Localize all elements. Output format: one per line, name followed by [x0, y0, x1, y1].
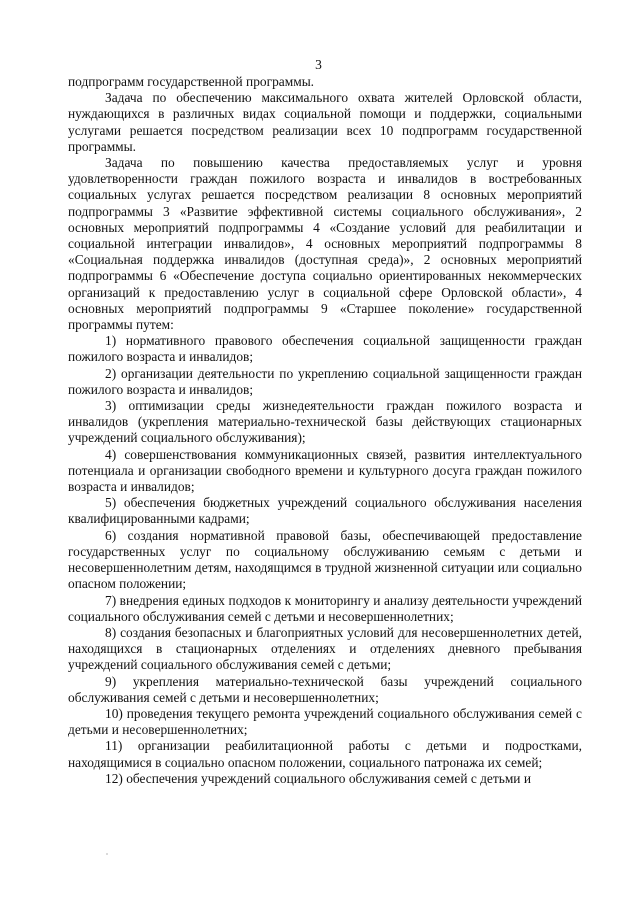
document-body	[68, 74, 582, 787]
scan-speck	[106, 853, 108, 855]
list-item: 7) внедрения единых подходов к мониторингу и анализу деятельности учреждений социального обслуживания семей с детьми и несовершеннолетних;	[68, 592, 582, 624]
list-item: 3) оптимизации среды жизнедеятельности граждан пожилого возраста и инвалидов (укрепления материально-технической базы действующих стационарных учреждений социального обслуживания);	[68, 398, 582, 446]
list-item: 5) обеспечения бюджетных учреждений социального обслуживания населения квалифицированными кадрами;	[68, 495, 582, 527]
list-item: 10) проведения текущего ремонта учреждений социального обслуживания семей с детьми и несовершеннолетних;	[68, 705, 582, 738]
list-item: 6) создания нормативной правовой базы, обеспечивающей предоставление государственных услуг по социальному обслуживанию семьям с детьми и несовершеннолетним детям, находящимся в трудной жизненной ситуации или социально опасном положении;	[68, 527, 582, 592]
page-number: 3	[315, 57, 322, 72]
paragraph: Задача по обеспечению максимального охвата жителей Орловской области, нуждающихся в различных видах социальной помощи и поддержки, социальными услугами решается посредством реализации всех 10 подпрограмм государственной программы.	[68, 90, 582, 154]
list-item: 4) совершенствования коммуникационных связей, развития интеллектуального потенциала и организации свободного времени и культурного досуга граждан пожилого возраста и инвалидов;	[68, 446, 582, 495]
paragraph: подпрограмм государственной программы.	[68, 74, 315, 89]
list-item: 2) организации деятельности по укреплению социальной защищенности граждан пожилого возраста и инвалидов;	[68, 365, 582, 397]
list-item: 9) укрепления материально-технической базы учреждений социального обслуживания семей с детьми и несовершеннолетних;	[68, 673, 582, 705]
list-item: 1) нормативного правового обеспечения социальной защищенности граждан пожилого возраста и инвалидов;	[68, 333, 582, 365]
list-item: 12) обеспечения учреждений социального обслуживания семей с детьми и	[105, 770, 531, 786]
paragraph: Задача по повышению качества предоставляемых услуг и уровня удовлетворенности граждан пожилого возраста и инвалидов в востребованных социальных услугах решается посредством реализации 8 основных мероприятий подпрограммы 3 «Развитие эффективной системы социального обслуживания», 2 основных мероприятий подпрограммы 4 «Создание условий для реабилитации и социальной интеграции инвалидов», 4 основных мероприятий подпрограммы 8 «Социальная поддержка инвалидов (доступная среда)», 2 основных мероприятий подпрограммы 6 «Обеспечение доступа социально ориентированных некоммерческих организаций к предоставлению услуг в социальной сфере Орловской области», 4 основных мероприятий подпрограммы 9 «Старшее поколение» государственной программы путем:	[68, 155, 582, 333]
list-item: 8) создания безопасных и благоприятных условий для несовершеннолетних детей, находящихся в стационарных отделениях и отделениях дневного пребывания учреждений социального обслуживания семей с детьми;	[68, 624, 582, 673]
list-item: 11) организации реабилитационной работы с детьми и подростками, находящимися в социально опасном положении, социального патронажа их семей;	[68, 738, 582, 770]
